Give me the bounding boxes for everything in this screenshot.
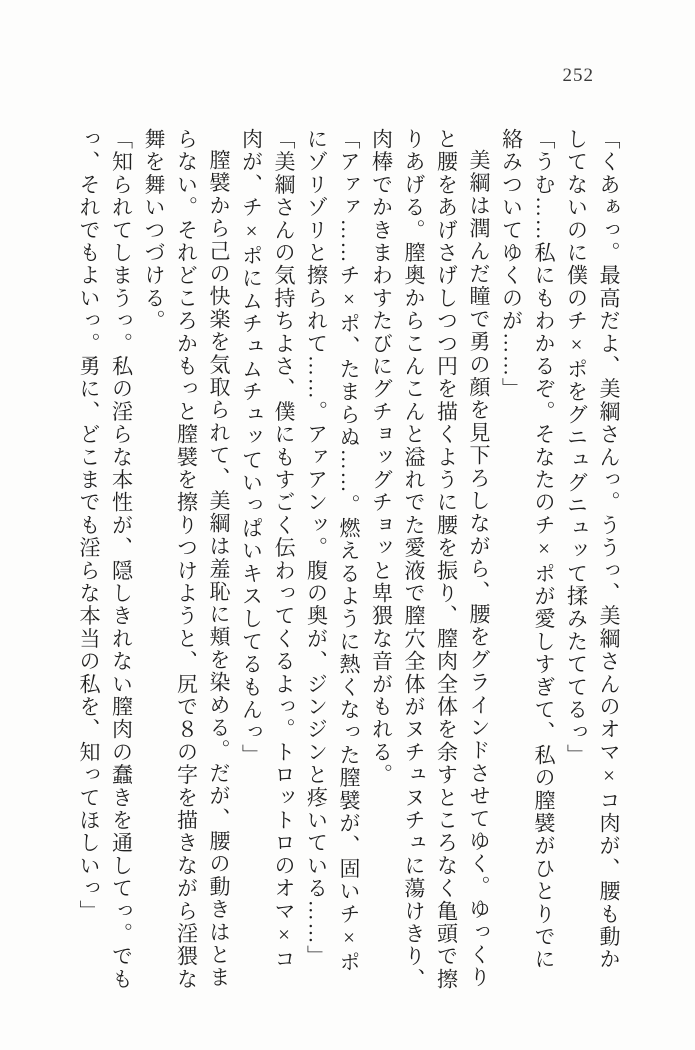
vertical-text-block	[73, 128, 626, 991]
paragraph: 「アァァ……チ×ポ、たまらぬ……。燃えるように熱くなった膣襞が、固いチ×ポにゾリゾリと擦られて……。アァアンッ。腹の奥が、ジンジンと疼いている……」	[304, 128, 361, 974]
paragraph: 美綱は潤んだ瞳で勇の顔を見下ろしながら、腰をグラインドさせてゆく。ゆっくりと腰をあげさげしつつ円を描くように腰を振り、膣肉全体を余すところなく亀頭で擦りあげる。膣奥からこんこんと溢れでた愛液で膣穴全体がヌチュヌチュに蕩けきり、肉棒でかきまわすたびにグチョッグチョッと卑猥な音がもれる。	[369, 128, 491, 991]
paragraph: 「美綱さんの気持ちよさ、僕にもすごく伝わってくるよっ。トロットロのオマ×コ肉が、チ×ポにムチュムチュッていっぱいキスしてるもんっ」	[239, 128, 296, 971]
paragraph: 「うむ……私にもわかるぞ。そなたのチ×ポが愛しすぎて、私の膣襞がひとりでに絡みついてゆくのが……」	[499, 128, 556, 971]
paragraph: 膣襞から己の快楽を気取られて、美綱は羞恥に頬を染める。だが、腰の動きはとまらない。それどころかもっと膣襞を擦りつけようと、尻で８の字を描きながら淫猥な舞を舞いつづける。	[142, 128, 231, 991]
paragraph: 「知られてしまうっ。私の淫らな本性が、隠しきれない膣肉の蠢きを通してっ。でもっ、それでもよいっ。勇に、どこまでも淫らな本当の私を、知ってほしいっ」	[77, 128, 134, 991]
page-number: 252	[562, 65, 594, 86]
paragraph: 「くあぁっ。最高だよ、美綱さんっ。ううっ、美綱さんのオマ×コ肉が、腰も動かしてないのに僕のチ×ポをグニュグニュッて揉みたててるっ」	[564, 128, 621, 971]
